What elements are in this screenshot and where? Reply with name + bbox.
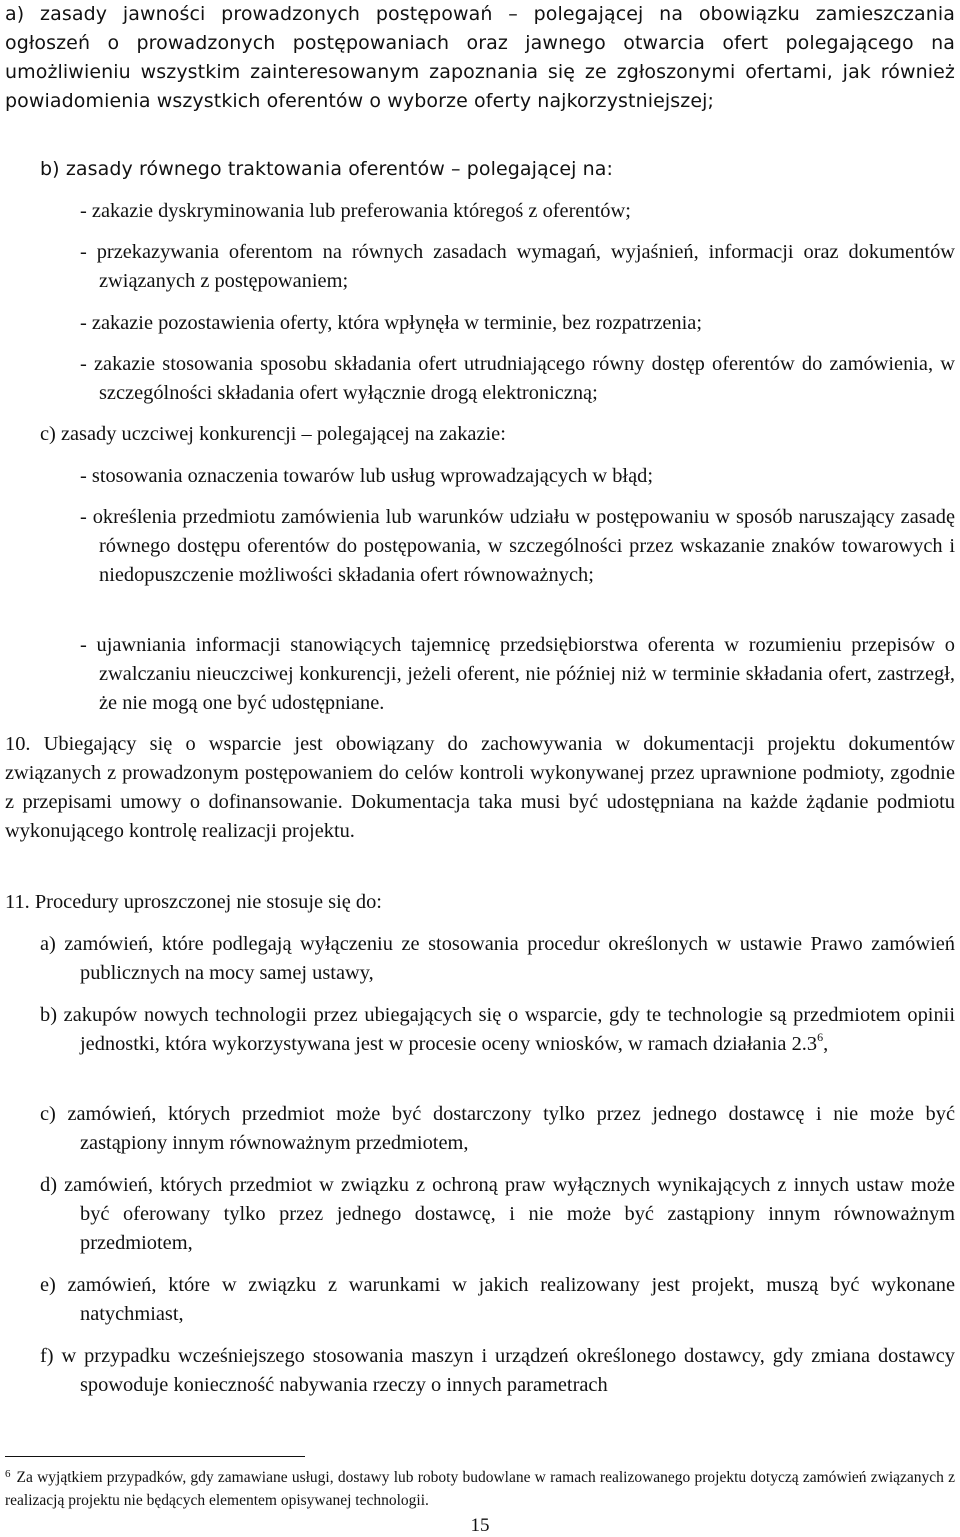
list-item-11-c: c) zamówień, których przedmiot może być dostarczony tylko przez jednego dostawcę i nie może być zastąpiony innym równoważnym przedmiotem,: [40, 1103, 955, 1154]
list-item-b-2: - przekazywania oferentom na równych zasadach wymagań, wyjaśnień, informacji oraz dokumentów związanych z postępowaniem;: [80, 241, 955, 292]
footnote: [5, 1467, 955, 1512]
list-item-11-a: a) zamówień, które podlegają wyłączeniu ze stosowania procedur określonych w ustawie Prawo zamówień publicznych na mocy samej ustawy,: [40, 933, 955, 984]
list-item-c-1: - stosowania oznaczenia towarów lub usług wprowadzających w błąd;: [80, 465, 654, 487]
footnote-number: 6: [5, 1468, 11, 1480]
list-item-c-3: - ujawniania informacji stanowiących tajemnicę przedsiębiorstwa oferenta w rozumieniu przepisów o zwalczaniu nieuczciwej konkurencji, jeżeli oferent, nie później niż w terminie składania ofert, zastrzegł, że nie mogą one być udostępniane.: [80, 634, 955, 714]
footnote-reference: 6: [817, 1030, 824, 1044]
list-item-11-d: d) zamówień, których przedmiot w związku z ochroną praw wyłącznych wynikających z innych ustaw może być oferowany tylko przez jednego dostawcę, i nie może być zastąpiony innym równoważnym przedmiotem,: [40, 1174, 955, 1254]
list-item-11-e: e) zamówień, które w związku z warunkami w jakich realizowany jest projekt, muszą być wykonane natychmiast,: [40, 1274, 955, 1325]
list-item-b-3: - zakazie pozostawienia oferty, która wpłynęła w terminie, bez rozpatrzenia;: [80, 312, 702, 334]
footnote-text: Za wyjątkiem przypadków, gdy zamawiane usługi, dostawy lub roboty budowlane w ramach realizowanego projektu dotyczą zamówień związanych z realizacją projektu nie będących elementem opisywanej technologii.: [5, 1469, 955, 1509]
list-item-b-4: - zakazie stosowania sposobu składania ofert utrudniającego równy dostęp oferentów do zamówienia, w szczególności składania ofert wyłącznie drogą elektroniczną;: [80, 353, 955, 404]
paragraph-11: 11. Procedury uproszczonej nie stosuje się do:: [5, 891, 382, 913]
list-item-c-2: - określenia przedmiotu zamówienia lub warunków udziału w postępowaniu w sposób naruszający zasadę równego dostępu oferentów do postępowania, w szczególności przez wskazanie znaków towarowych i niedopuszczenie możliwości składania ofert równoważnych;: [80, 506, 955, 586]
list-item-b-1: - zakazie dyskryminowania lub preferowania któregoś z oferentów;: [80, 200, 631, 222]
list-item-11-f: f) w przypadku wcześniejszego stosowania maszyn i urządzeń określonego dostawcy, gdy zmiana dostawcy spowoduje konieczność nabywania rzeczy o innych parametrach: [40, 1345, 955, 1396]
paragraph-b-rownego: b) zasady równego traktowania oferentów – polegającej na:: [40, 158, 614, 180]
paragraph-10: 10. Ubiegający się o wsparcie jest obowiązany do zachowywania w dokumentacji projektu dokumentów związanych z prowadzonym postępowaniem do celów kontroli wykonywanej przez uprawnione podmioty, zgodnie z przepisami umowy o dofinansowanie. Dokumentacja taka musi być udostępniana na każde żądanie podmiotu wykonującego kontrolę realizacji projektu.: [5, 733, 955, 842]
page-number: 15: [470, 1515, 490, 1536]
paragraph-c-uczciwej: c) zasady uczciwej konkurencji – polegającej na zakazie:: [40, 423, 506, 445]
list-item-11-b-tail: ,: [823, 1033, 829, 1055]
paragraph-a-jawnosc: a) zasady jawności prowadzonych postępowań – polegającej na obowiązku zamieszczania ogłoszeń o prowadzonych postępowaniach oraz jawnego otwarcia ofert polegającego na umożliwieniu wszystkim zainteresowanym zapoznania się ze zgłoszonymi ofertami, jak również powiadomienia wszystkich oferentów o wyborze oferty najkorzystniejszej;: [5, 3, 955, 112]
list-item-11-b-text: b) zakupów nowych technologii przez ubiegających się o wsparcie, gdy te technologie są przedmiotem opinii jednostki, która wykorzystywana jest w procesie oceny wniosków, w ramach działania 2.3: [40, 1004, 955, 1055]
footnote-divider: [5, 1456, 305, 1457]
list-item-11-b: [40, 1001, 955, 1061]
